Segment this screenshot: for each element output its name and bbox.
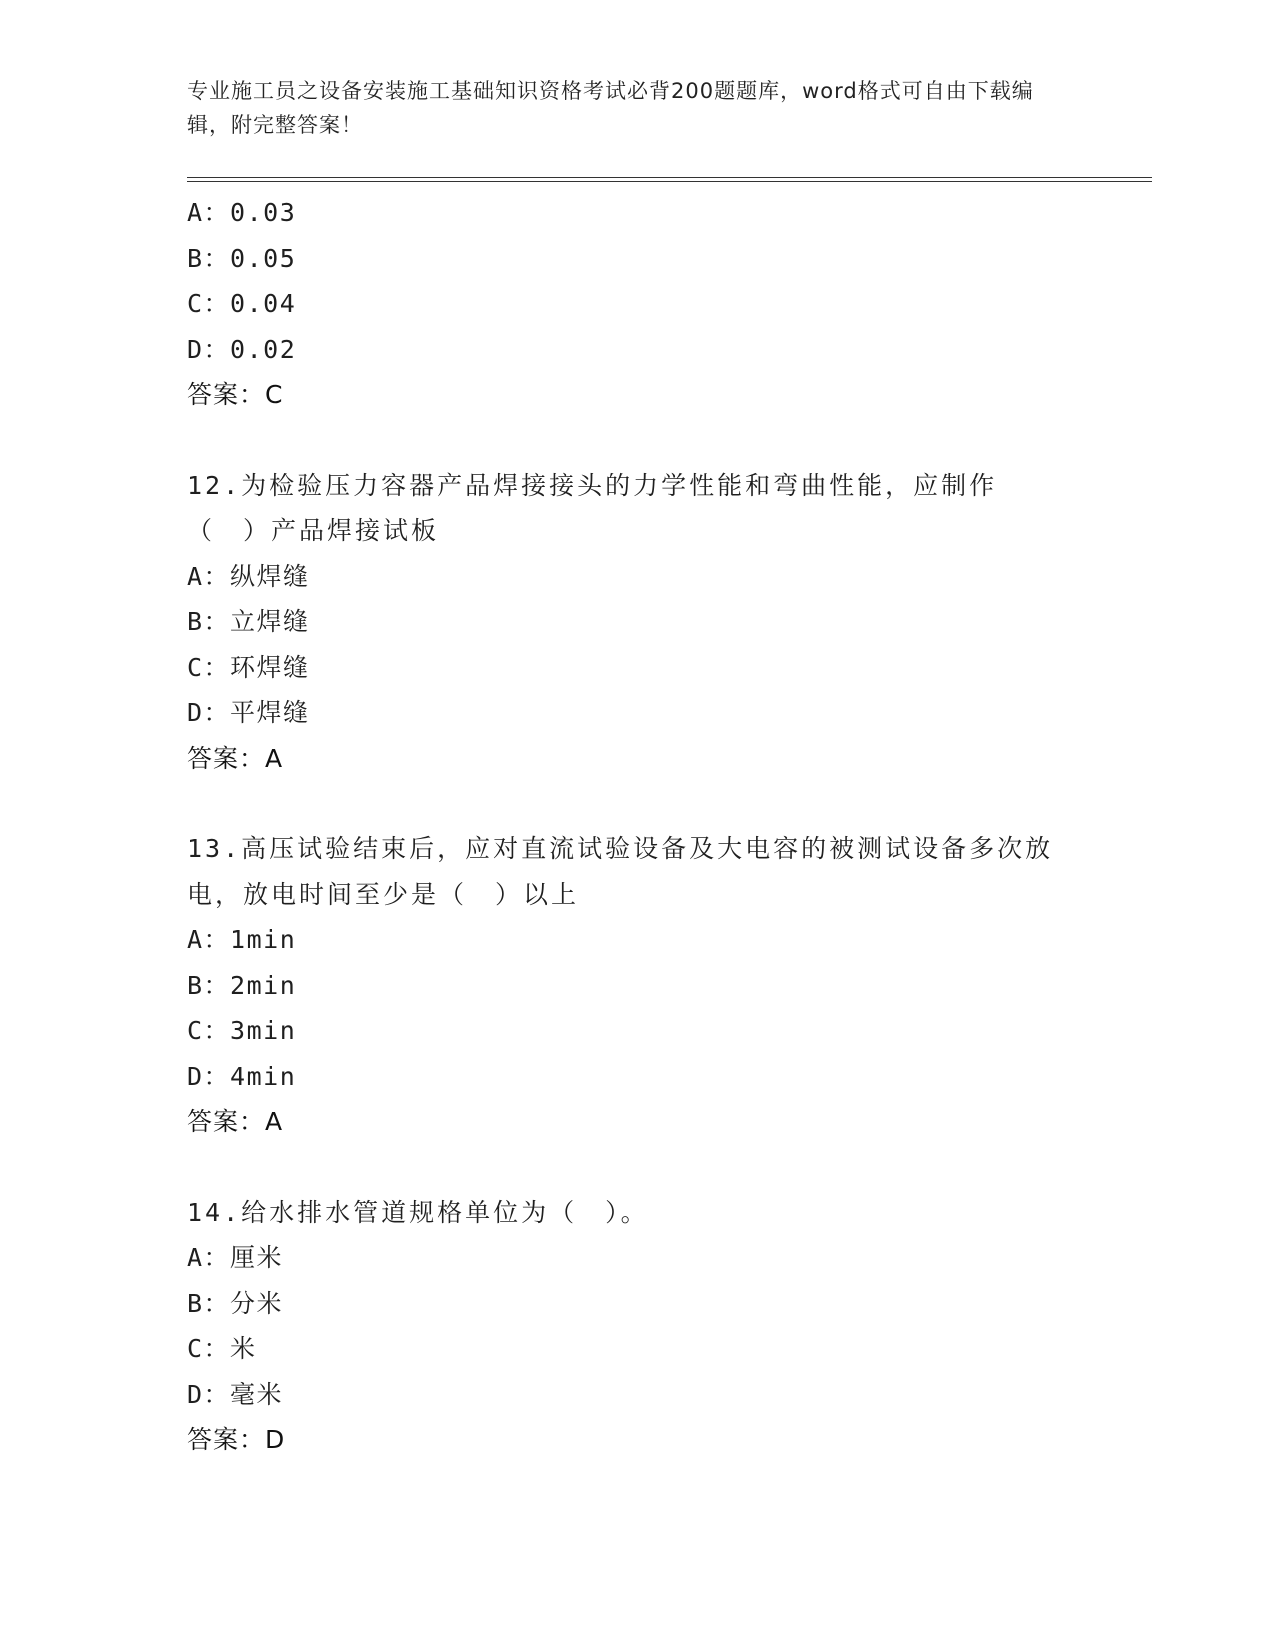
option-a: A：1min <box>187 925 297 954</box>
question-block-13 <box>187 826 1152 1145</box>
option-c: C：3min <box>187 1016 297 1045</box>
question-text: 12.为检验压力容器产品焊接接头的力学性能和弯曲性能，应制作（ ）产品焊接试板 <box>187 470 998 545</box>
option-d: D：4min <box>187 1061 297 1091</box>
option-c: C：米 <box>187 1334 257 1363</box>
option-b: B：0.05 <box>187 243 297 273</box>
spacer <box>187 418 1152 463</box>
option-c: C：环焊缝 <box>187 652 310 682</box>
answer-line: 答案：C <box>187 380 284 409</box>
option-b: B：2min <box>187 970 297 1000</box>
question-text: 14.给水排水管道规格单位为（ ）。 <box>187 1197 649 1227</box>
answer-line: 答案：A <box>187 743 284 773</box>
question-block-14 <box>187 1190 1152 1463</box>
option-b: B：立焊缝 <box>187 607 310 636</box>
spacer <box>187 781 1152 826</box>
question-text: 13.高压试验结束后，应对直流试验设备及大电容的被测试设备多次放电，放电时间至少是（ ）以上 <box>187 834 1054 909</box>
option-a: A：纵焊缝 <box>187 561 310 591</box>
document-header: 专业施工员之设备安装施工基础知识资格考试必背200题题库，word格式可自由下载编辑，附完整答案！ <box>187 79 1034 137</box>
answer-line: 答案：A <box>187 1107 284 1136</box>
option-a: A：0.03 <box>187 198 297 227</box>
option-b: B：分米 <box>187 1288 284 1318</box>
document-body <box>187 190 1152 1463</box>
answer-line: 答案：D <box>187 1425 286 1454</box>
option-d: D：0.02 <box>187 334 297 364</box>
option-a: A：厘米 <box>187 1243 284 1272</box>
spacer <box>187 1145 1152 1190</box>
question-block-12 <box>187 463 1152 782</box>
option-d: D：平焊缝 <box>187 698 310 727</box>
question-block-11 <box>187 190 1152 418</box>
option-c: C：0.04 <box>187 289 297 318</box>
header-double-rule <box>187 177 1152 182</box>
option-d: D：毫米 <box>187 1379 284 1409</box>
